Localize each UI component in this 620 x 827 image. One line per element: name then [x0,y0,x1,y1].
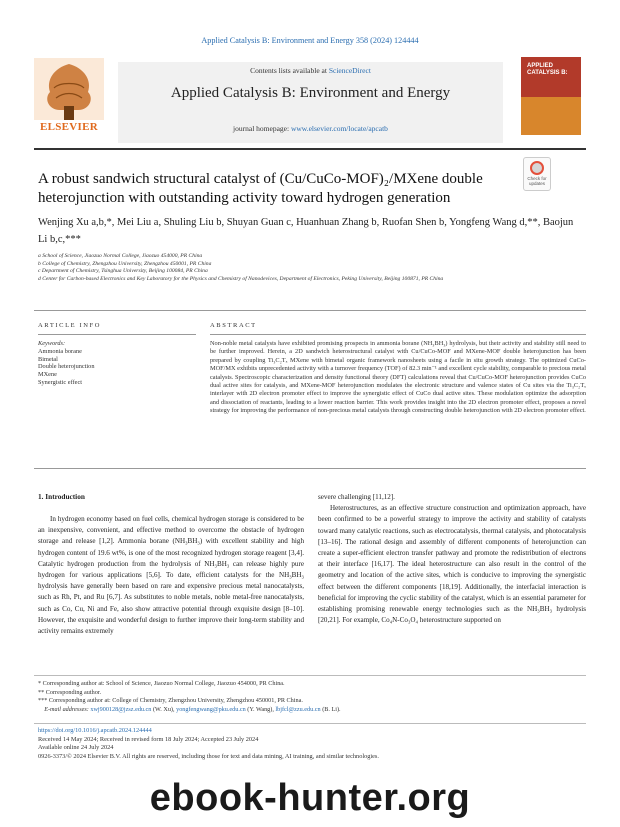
check-updates-icon [530,161,544,175]
cover-band [521,97,581,135]
top-citation[interactable]: Applied Catalysis B: Environment and Energy 358 (2024) 124444 [201,36,419,45]
author-list: Wenjing Xu a,b,*, Mei Liu a, Shuling Liu b, Shuyan Guan c, Huanhuan Zhang b, Ruofan Shen b, Yongfeng Wang d,**, Baojun Li b,c,*** [38,217,574,245]
email-owner: (B. Li). [320,705,341,713]
journal-cover-thumbnail[interactable] [521,57,581,135]
email-link[interactable]: yongfengwang@pku.edu.cn [176,705,246,713]
available-online: Available online 24 July 2024 [38,744,114,752]
abstract-rule [210,334,586,335]
abstract-text: Non-noble metal catalysts have exhibited promising prospects in ammonia borane (NH₃BH₃) hydrolysis, but their activity and stability still need to be further improved. Herein, a 2D sandwich heterostructural catalyst with Cu/CuCo-MOF and MXene-MOF double heterojunction has been prepared by coupling Ti₃C₂Tₓ MXene with bimetal organic framework nanosheets using a facile in situ growth strategy. The optimized CuCo-MOF/MX exhibits unprecedented activity with a turnover frequency (TOF) of 82.3 min⁻¹ and excellent cycle stability, comparable to precious metal catalysts. Spectroscopic characterization and density functional theory (DFT) calculations reveal that Cu/CuCo-MOF heterojunction provides CuCo dual active sites for catalysis, and MXene-MOF heterojunction modulates the electronic structure and valence states of Cu sites via the Ti₃C₂Tₓ interlayer with 2D electron promoter effect to improve the synergistic effect of CuCo dual active sites. These modulation optimize the adsorption and dissociation of reactants, leading to a lower reaction barrier. This work provides insight into the 2D electron promoter effect, proposes a novel strategy for improving the performance of non-precious metal catalysts through constructing double heterojunction with 2D electron promoter effect. [210,340,586,415]
header-rule [34,148,586,150]
section-rule [34,310,586,311]
footnote: ** Corresponding author. [38,688,102,696]
watermark: ebook-hunter.org [149,777,471,819]
body-column-left [38,514,304,637]
check-updates-label: Check for updates [527,176,547,186]
paragraph: severe challenging [11,12]. [318,493,395,501]
email-label: E-mail addresses: [44,705,91,713]
affiliation: c Department of Chemistry, Tsinghua University, Beijing 100084, PR China [38,268,208,275]
body-column-right [318,492,586,626]
footnote: * Corresponding author at: School of Science, Jiaozuo Normal College, Jiaozuo 454000, PR China. [38,680,285,687]
publication-info [38,727,586,761]
keyword: Double heterojunction [38,363,95,371]
check-for-updates-badge[interactable] [523,157,551,191]
email-link[interactable]: lbjfcl@zzu.edu.cn [275,705,321,713]
keyword: Synergistic effect [38,378,83,386]
received-dates: Received 14 May 2024; Received in revised form 18 July 2024; Accepted 23 July 2024 [38,735,259,743]
cover-title: APPLIED CATALYSIS B: [527,63,568,76]
journal-homepage: journal homepage: www.elsevier.com/locate/apcatb [233,124,388,133]
copyright-line: 0926-3373/© 2024 Elsevier B.V. All rights are reserved, including those for text and data mining, AI training, and similar technologies. [38,752,379,760]
keywords-block [38,340,198,387]
introduction-heading: 1. Introduction [38,492,85,501]
journal-title: Applied Catalysis B: Environment and Energy [170,85,451,101]
affiliations [38,253,578,283]
keyword: MXene [38,371,57,379]
email-owner: (Y. Wang), [245,705,276,713]
affiliation: d Center for Carbon-based Electronics and Key Laboratory for the Physics and Chemistry of Nanodevices, Department of Electronics, Peking University, Beijing 100871, PR China [38,275,444,282]
keyword: Ammonia borane [38,347,82,355]
affiliation: a School of Science, Jiaozuo Normal College, Jiaozuo 454000, PR China [38,253,203,259]
abstract-heading: ABSTRACT [210,322,257,329]
doi-link[interactable]: https://doi.org/10.1016/j.apcatb.2024.124444 [38,727,152,734]
abstract-end-rule [34,468,586,469]
email-link[interactable]: xwj900128@jzsz.edu.cn [90,705,152,713]
pubinfo-rule [34,723,586,724]
email-addresses [38,706,586,715]
contents-line: Contents lists available at ScienceDirect [250,66,371,75]
elsevier-logo-text: ELSEVIER [39,121,99,133]
article-info-heading: ARTICLE INFO [38,322,102,329]
email-owner: (W. Xu), [151,705,177,713]
homepage-link[interactable]: www.elsevier.com/locate/apcatb [290,124,388,133]
article-info-rule [38,334,196,335]
footnote: *** Corresponding author at: College of Chemistry, Zhengzhou University, Zhengzhou 450001, PR China. [38,697,303,705]
sciencedirect-link[interactable]: ScienceDirect [328,66,371,75]
keywords-label: Keywords: [38,340,66,347]
paragraph: Heterostructures, as an effective structure construction and optimization approach, have been confirmed to be a powerful strategy to improve the activity and stability of catalysts toward many catalytic reactions, such as electrocatalysis, thermal catalysis, and photocatalysis [13–16]. The rational design and assembly of different components of heterojunction can create a super-efficient electron transfer pathway and promote the redistribution of electrons at their interface [16,17]. The ideal heterostructure can also result in the control of the geometry and location of the active sites, which is conducive to improving the synergistic effect between the different components [18,19]. Additionally, the interfacial interaction is beneficial for improving the cyclic stability of the catalyst, which is an essential parameter for establishing promising renewable energy technologies such as the NH₃BH₃ hydrolysis [20,21]. For example, Co₄N-Co₃O₄ heterostructure supported on [318,504,586,625]
article-title: A robust sandwich structural catalyst of (Cu/CuCo-MOF)₂/MXene double heterojunction with outstanding activity toward hydrogen generation [38,171,483,206]
keyword: Bimetal [38,355,58,363]
footnotes [38,680,586,714]
paragraph: In hydrogen economy based on fuel cells, chemical hydrogen storage is considered to be an inexpensive, convenient, and effective method to overcome the obstacle of hydrogen storage and release [1,2]. Ammonia borane (NH₃BH₃) with excellent stability and high hydrogen content of 19.6 wt%, is one of the most recognized hydrogen storage reagent [3,4]. Catalytic hydrogen production from the hydrolysis of NH₃BH₃ can release highly pure hydrogen for various applications [5,6]. To date, efficient catalysts for the NH₃BH₃ hydrolysis have generally been based on rare and expensive precious metal nanocatalysts, such as Rh, Pt, and Ru [6,7]. As substitutes to noble metals, noble metal-free nanocatalysts, such as Co, Cu, Ni and Fe, also show attractive potential through exquisite design [8–10]. However, the exquisite and wonderful design to further improve their long-term stability and activity remains extremely [38,515,304,636]
affiliation: b College of Chemistry, Zhengzhou University, Zhengzhou 450001, PR China [38,260,212,267]
footnote-rule [34,675,586,676]
